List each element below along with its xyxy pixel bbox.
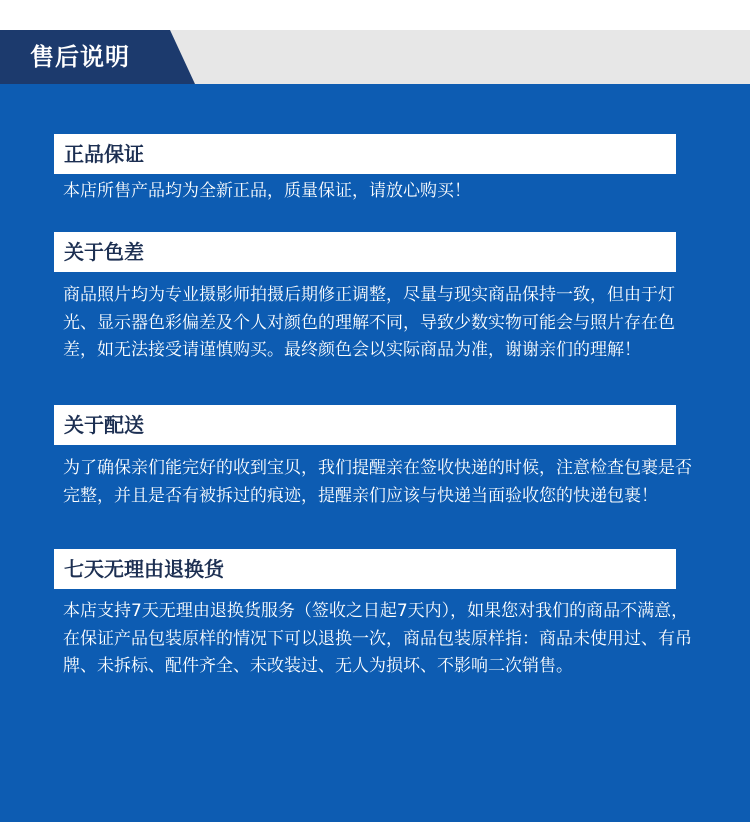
section-body-color-difference: 商品照片均为专业摄影师拍摄后期修正调整，尽量与现实商品保持一致，但由于灯光、显示器色彩偏差及个人对颜色的理解不同，导致少数实物可能会与照片存在色差，如无法接受请谨慎购买。最终颜色会以实际商品为准，谢谢亲们的理解！ (63, 285, 675, 360)
section-body-seven-day-return: 本店支持7天无理由退换货服务（签收之日起7天内），如果您对我们的商品不满意，在保证产品包装原样的情况下可以退换一次，商品包装原样指：商品未使用过、有吊牌、未拆标、配件齐全、未改装过、无人为损坏、不影响二次销售。 (63, 601, 692, 676)
section-title-authentic: 正品保证 (54, 134, 676, 174)
section-body-delivery: 为了确保亲们能完好的收到宝贝，我们提醒亲在签收快递的时候，注意检查包裹是否完整，并且是否有被拆过的痕迹，提醒亲们应该与快递当面验收您的快递包裹！ (63, 458, 692, 506)
section-title-color-difference: 关于色差 (54, 232, 676, 272)
section-title-seven-day-return: 七天无理由退换货 (54, 549, 676, 589)
section-body-authentic: 本店所售产品均为全新正品，质量保证，请放心购买！ (63, 181, 471, 201)
section-title-delivery: 关于配送 (54, 405, 676, 445)
page-title: 售后说明 (30, 43, 130, 71)
